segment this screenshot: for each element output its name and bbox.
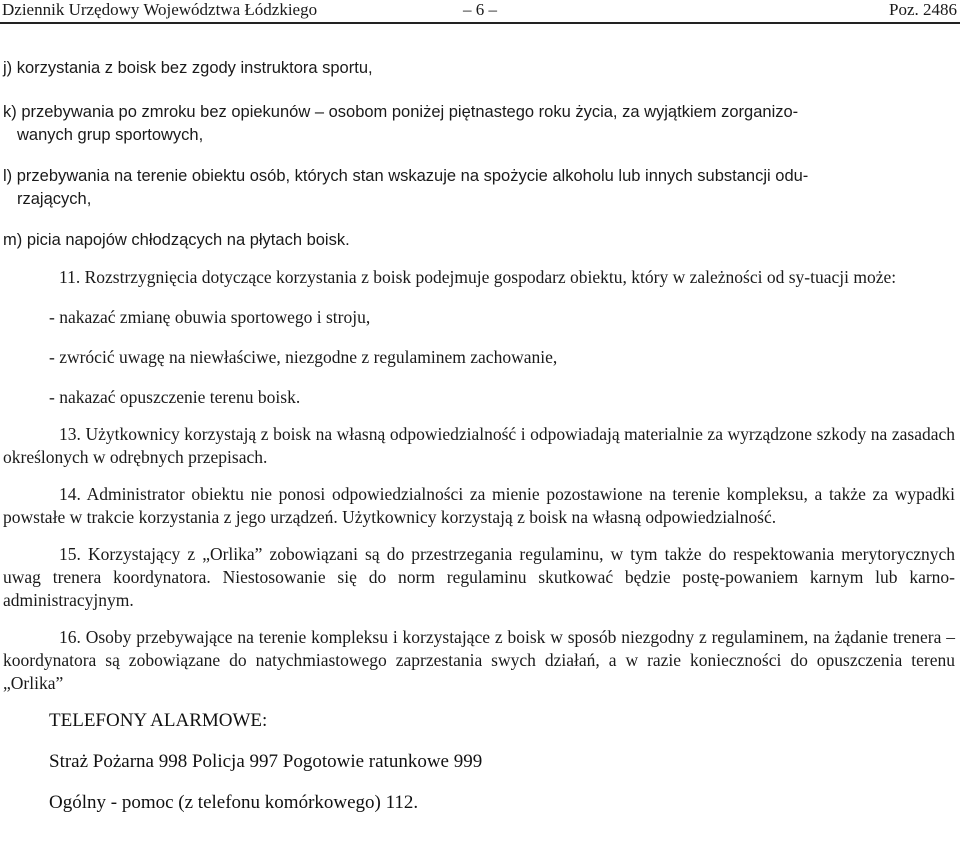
paragraph-13: 13. Użytkownicy korzystają z boisk na własną odpowiedzialność i odpowiadają materialnie za wyrządzone szkody na zasadach określonych w odrębnych przepisach. [3,424,955,467]
emergency-phones-title: TELEFONY ALARMOWE: [49,710,268,731]
page-header [0,0,960,22]
emergency-phones-general: Ogólny - pomoc (z telefonu komórkowego) 112. [49,792,419,813]
page-number: – 6 – [463,0,497,19]
dash-item-2: - zwrócić uwagę na niewłaściwe, niezgodne z regulaminem zachowanie, [49,347,558,367]
list-item-m [3,229,955,253]
list-item-k-line1: k) przebywania po zmroku bez opiekunów – osobom poniżej piętnastego roku życia, za wyjątkiem zorganizo- [3,102,799,121]
position-number: Poz. 2486 [889,0,957,19]
list-item-l-line2: rzających, [17,190,92,208]
header-rule [0,22,960,24]
dash-item-1: - nakazać zmianę obuwia sportowego i stroju, [49,307,371,327]
paragraph-15: 15. Korzystający z „Orlika” zobowiązani są do przestrzegania regulaminu, w tym także do respektowania merytorycznych uwag trenera koordynatora. Niestosowanie się do norm regulaminu skutkować będzie postę-powaniem karnym lub karno-administracyjnym. [3,544,955,610]
paragraph-11: 11. Rozstrzygnięcia dotyczące korzystania z boisk podejmuje gospodarz obiektu, który w zależności od sy-tuacji może: [59,267,897,287]
emergency-phones-services: Straż Pożarna 998 Policja 997 Pogotowie ratunkowe 999 [49,751,483,772]
list-item-l-line1: l) przebywania na terenie obiektu osób, których stan wskazuje na spożycie alkoholu lub innych substancji odu- [3,166,809,185]
list-item-j-text: j) korzystania z boisk bez zgody instruktora sportu, [3,59,373,77]
paragraph-14: 14. Administrator obiektu nie ponosi odpowiedzialności za mienie pozostawione na terenie kompleksu, a także za wypadki powstałe w trakcie korzystania z jego urządzeń. Użytkownicy korzystają z boisk na własną odpowiedzialność. [3,484,955,527]
dash-item-3: - nakazać opuszczenie terenu boisk. [49,387,301,407]
paragraph-16: 16. Osoby przebywające na terenie kompleksu i korzystające z boisk w sposób niezgodny z regulaminem, na żądanie trenera – koordynatora są zobowiązane do natychmiastowego zaprzestania swych działań, a w razie konieczności do opuszczenia terenu „Orlika” [3,627,955,693]
list-item-k [3,101,955,148]
document-body [3,57,955,815]
list-item-m-text: m) picia napojów chłodzących na płytach boisk. [3,230,350,249]
list-item-k-line2: wanych grup sportowych, [17,126,204,144]
journal-title: Dziennik Urzędowy Województwa Łódzkiego [2,0,318,19]
list-item-j [3,57,955,81]
list-item-l [3,165,955,212]
